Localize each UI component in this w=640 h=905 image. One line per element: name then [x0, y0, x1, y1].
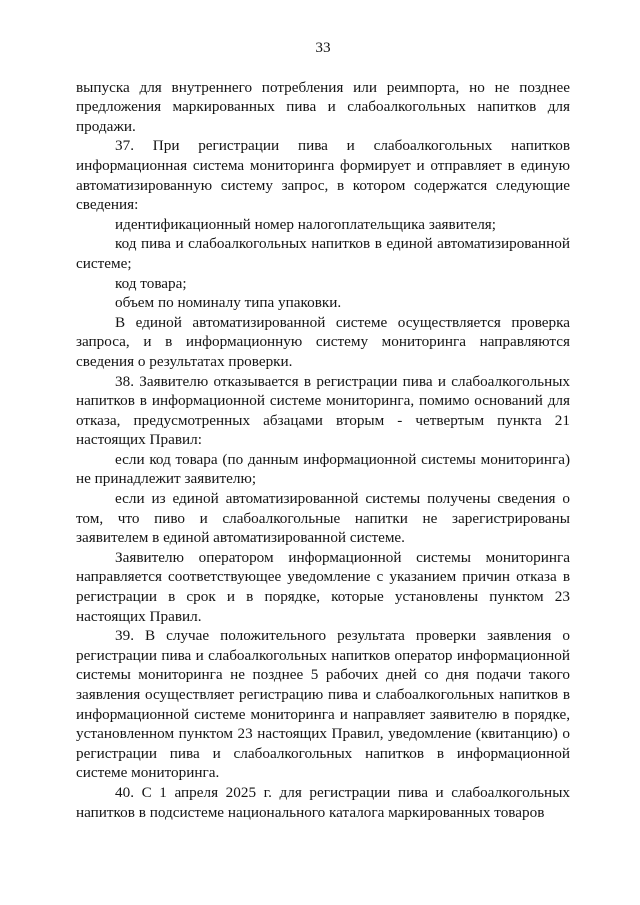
paragraph-inn: идентификационный номер налогоплательщика заявителя; — [115, 215, 497, 233]
paragraph-refusal-reason-1: если код товара (по данным информационной системы мониторинга) не принадлежит заявителю; — [76, 450, 570, 488]
paragraph-continuation: выпуска для внутреннего потребления или реимпорта, но не позднее предложения маркированных пива и слабоалкогольных напитков для продажи. — [76, 78, 570, 135]
paragraph-item-38: 38. Заявителю отказывается в регистрации пива и слабоалкогольных напитков в информационной системе мониторинга, помимо оснований для отказа, предусмотренных абзацами вторым - четвертым пункта 21 настоящих Правил: — [76, 372, 570, 449]
page-number: 33 — [315, 39, 331, 56]
paragraph-request-check: В единой автоматизированной системе осуществляется проверка запроса, и в информационную систему мониторинга направляются сведения о результатах проверки. — [76, 313, 570, 370]
paragraph-refusal-notice: Заявителю оператором информационной системы мониторинга направляется соответствующее уведомление с указанием причин отказа в регистрации в срок и в порядке, которые установлены пунктом 23 настоящих Правил. — [76, 548, 570, 625]
paragraph-goods-code: код товара; — [115, 274, 187, 292]
paragraph-item-37: 37. При регистрации пива и слабоалкогольных напитков информационная система мониторинга формирует и отправляет в единую автоматизированную систему запрос, в котором содержатся следующие сведения: — [76, 137, 570, 214]
paragraph-item-40: 40. С 1 апреля 2025 г. для регистрации пива и слабоалкогольных напитков в подсистеме национального каталога маркированных товаров — [76, 783, 570, 821]
paragraph-item-39: 39. В случае положительного результата проверки заявления о регистрации пива и слабоалкогольных напитков оператор информационной системы мониторинга не позднее 5 рабочих дней со дня подачи такого заявления осуществляет регистрацию пива и слабоалкогольных напитков в информационной системе мониторинга и направляет заявителю в порядке, установленном пунктом 23 настоящих Правил, уведомление (квитанцию) о регистрации пива и слабоалкогольных напитков в информационной системе мониторинга. — [76, 627, 570, 782]
paragraph-package-volume: объем по номиналу типа упаковки. — [115, 294, 342, 312]
document-body — [76, 78, 570, 823]
paragraph-refusal-reason-2: если из единой автоматизированной системы получены сведения о том, что пиво и слабоалкогольные напитки не зарегистрированы заявителем в единой автоматизированной системе. — [76, 490, 570, 547]
paragraph-product-code-egais: код пива и слабоалкогольных напитков в единой автоматизированной системе; — [76, 235, 570, 272]
